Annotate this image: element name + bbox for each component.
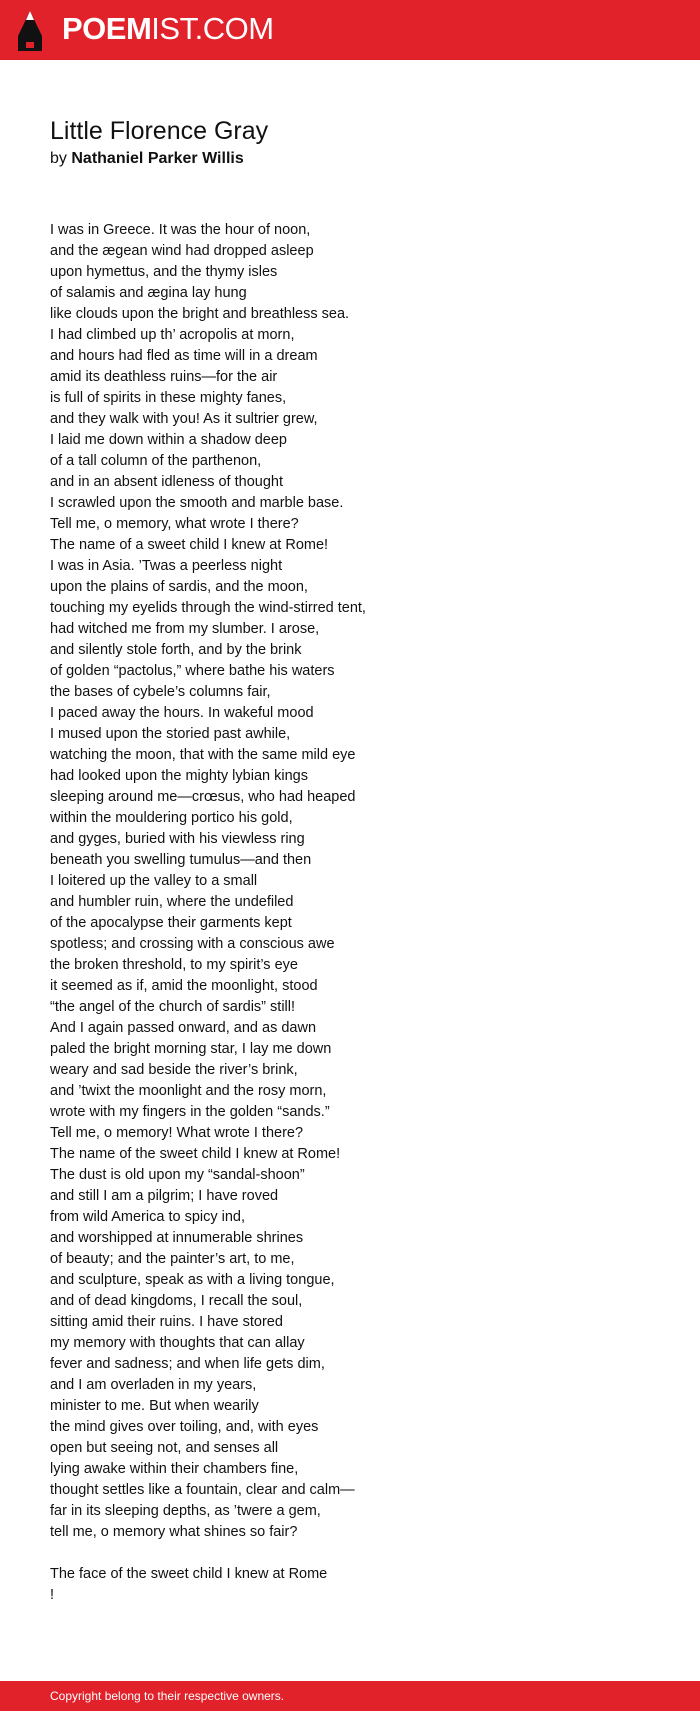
logo-bold-text: POEM [62,11,152,46]
poem-line: upon hymettus, and the thymy isles [50,264,278,280]
poem-line: I laid me down within a shadow deep [50,432,287,448]
poem-line: I mused upon the storied past awhile, [50,726,291,742]
poem-line: and hours had fled as time will in a dream [50,348,318,364]
poem-line: like clouds upon the bright and breathless sea. [50,306,350,322]
poem-line: I loitered up the valley to a small [50,873,258,889]
poem-line: I was in Greece. It was the hour of noon, [50,222,311,238]
poem-line: upon the plains of sardis, and the moon, [50,579,308,595]
site-header [0,0,700,60]
poem-line: and worshipped at innumerable shrines [50,1230,304,1246]
poem-line: and humbler ruin, where the undefiled [50,894,294,910]
poem-line: fever and sadness; and when life gets dim, [50,1356,325,1372]
poem-line: my memory with thoughts that can allay [50,1335,305,1351]
poem-line: The name of the sweet child I knew at Rome! [50,1146,341,1162]
site-footer [0,1681,700,1711]
poem-line: And I again passed onward, and as dawn [50,1020,317,1036]
poem-line: had looked upon the mighty lybian kings [50,768,308,784]
poem-line: sitting amid their ruins. I have stored [50,1314,283,1330]
poem-line: I had climbed up th’ acropolis at morn, [50,327,295,343]
poem-line: “the angel of the church of sardis” still! [50,999,296,1015]
poem-line: The dust is old upon my “sandal-shoon” [50,1167,305,1183]
author-name: Nathaniel Parker Willis [71,150,244,167]
poem-line: The face of the sweet child I knew at Rome [50,1566,328,1582]
logo-rest-text: IST.COM [151,11,274,46]
poem-line: beneath you swelling tumulus—and then [50,852,312,868]
poem-line: Tell me, o memory, what wrote I there? [50,516,299,532]
poem-line: The name of a sweet child I knew at Rome! [50,537,329,553]
poem-line: far in its sleeping depths, as ’twere a gem, [50,1503,321,1519]
site-logo-link[interactable] [62,9,274,49]
copyright-notice: Copyright belong to their respective owners. [50,1689,285,1703]
poem-line: of salamis and ægina lay hung [50,285,247,301]
poem-line: and silently stole forth, and by the brink [50,642,302,658]
poem-line: from wild America to spicy ind, [50,1209,246,1225]
poem-line: the bases of cybele’s columns fair, [50,684,271,700]
poem-line: I was in Asia. ’Twas a peerless night [50,558,283,574]
poem-line: and they walk with you! As it sultrier grew, [50,411,318,427]
poem-line: and gyges, buried with his viewless ring [50,831,305,847]
poem-line: and the ægean wind had dropped asleep [50,243,314,259]
poem-line: thought settles like a fountain, clear and calm— [50,1482,355,1498]
poem-line: and in an absent idleness of thought [50,474,283,490]
poem-line: amid its deathless ruins—for the air [50,369,278,385]
byline [50,148,244,170]
poem-line: within the mouldering portico his gold, [50,810,293,826]
poem-line: the broken threshold, to my spirit’s eye [50,957,298,973]
poem-line: Tell me, o memory! What wrote I there? [50,1125,304,1141]
poem-line: the mind gives over toiling, and, with eyes [50,1419,319,1435]
poem-title: Little Florence Gray [50,117,269,145]
poem-line: I scrawled upon the smooth and marble base. [50,495,344,511]
poem-line: lying awake within their chambers fine, [50,1461,299,1477]
poem-line: it seemed as if, amid the moonlight, stood [50,978,318,994]
stanza-break [50,1543,650,1564]
poem-line: minister to me. But when wearily [50,1398,259,1414]
byline-prefix: by [50,150,67,167]
poem-line: paled the bright morning star, I lay me down [50,1041,332,1057]
poem-line: is full of spirits in these mighty fanes, [50,390,287,406]
poem-line: of golden “pactolus,” where bathe his waters [50,663,335,679]
poem-line: watching the moon, that with the same mild eye [50,747,356,763]
poem-line: I paced away the hours. In wakeful mood [50,705,314,721]
pencil-tip-icon [17,10,43,52]
poem-line: tell me, o memory what shines so fair? [50,1524,298,1540]
poem-line: of beauty; and the painter’s art, to me, [50,1251,295,1267]
poem-line: of the apocalypse their garments kept [50,915,292,931]
poem-line: had witched me from my slumber. I arose, [50,621,320,637]
poem-line: spotless; and crossing with a conscious awe [50,936,335,952]
poem-line: weary and sad beside the river’s brink, [50,1062,298,1078]
poem-line: and ’twixt the moonlight and the rosy morn, [50,1083,327,1099]
poem-line: and I am overladen in my years, [50,1377,257,1393]
poem-line: open but seeing not, and senses all [50,1440,279,1456]
poem-line: sleeping around me—crœsus, who had heaped [50,789,356,805]
poem-line: and sculpture, speak as with a living tongue, [50,1272,335,1288]
poem-line: ! [50,1587,55,1603]
poem-line: wrote with my fingers in the golden “sands.” [50,1104,330,1120]
poem-line: and of dead kingdoms, I recall the soul, [50,1293,303,1309]
poem-line: and still I am a pilgrim; I have roved [50,1188,279,1204]
poem-line: touching my eyelids through the wind-stirred tent, [50,600,366,616]
poem-line: of a tall column of the parthenon, [50,453,262,469]
poem-body [50,220,650,1606]
